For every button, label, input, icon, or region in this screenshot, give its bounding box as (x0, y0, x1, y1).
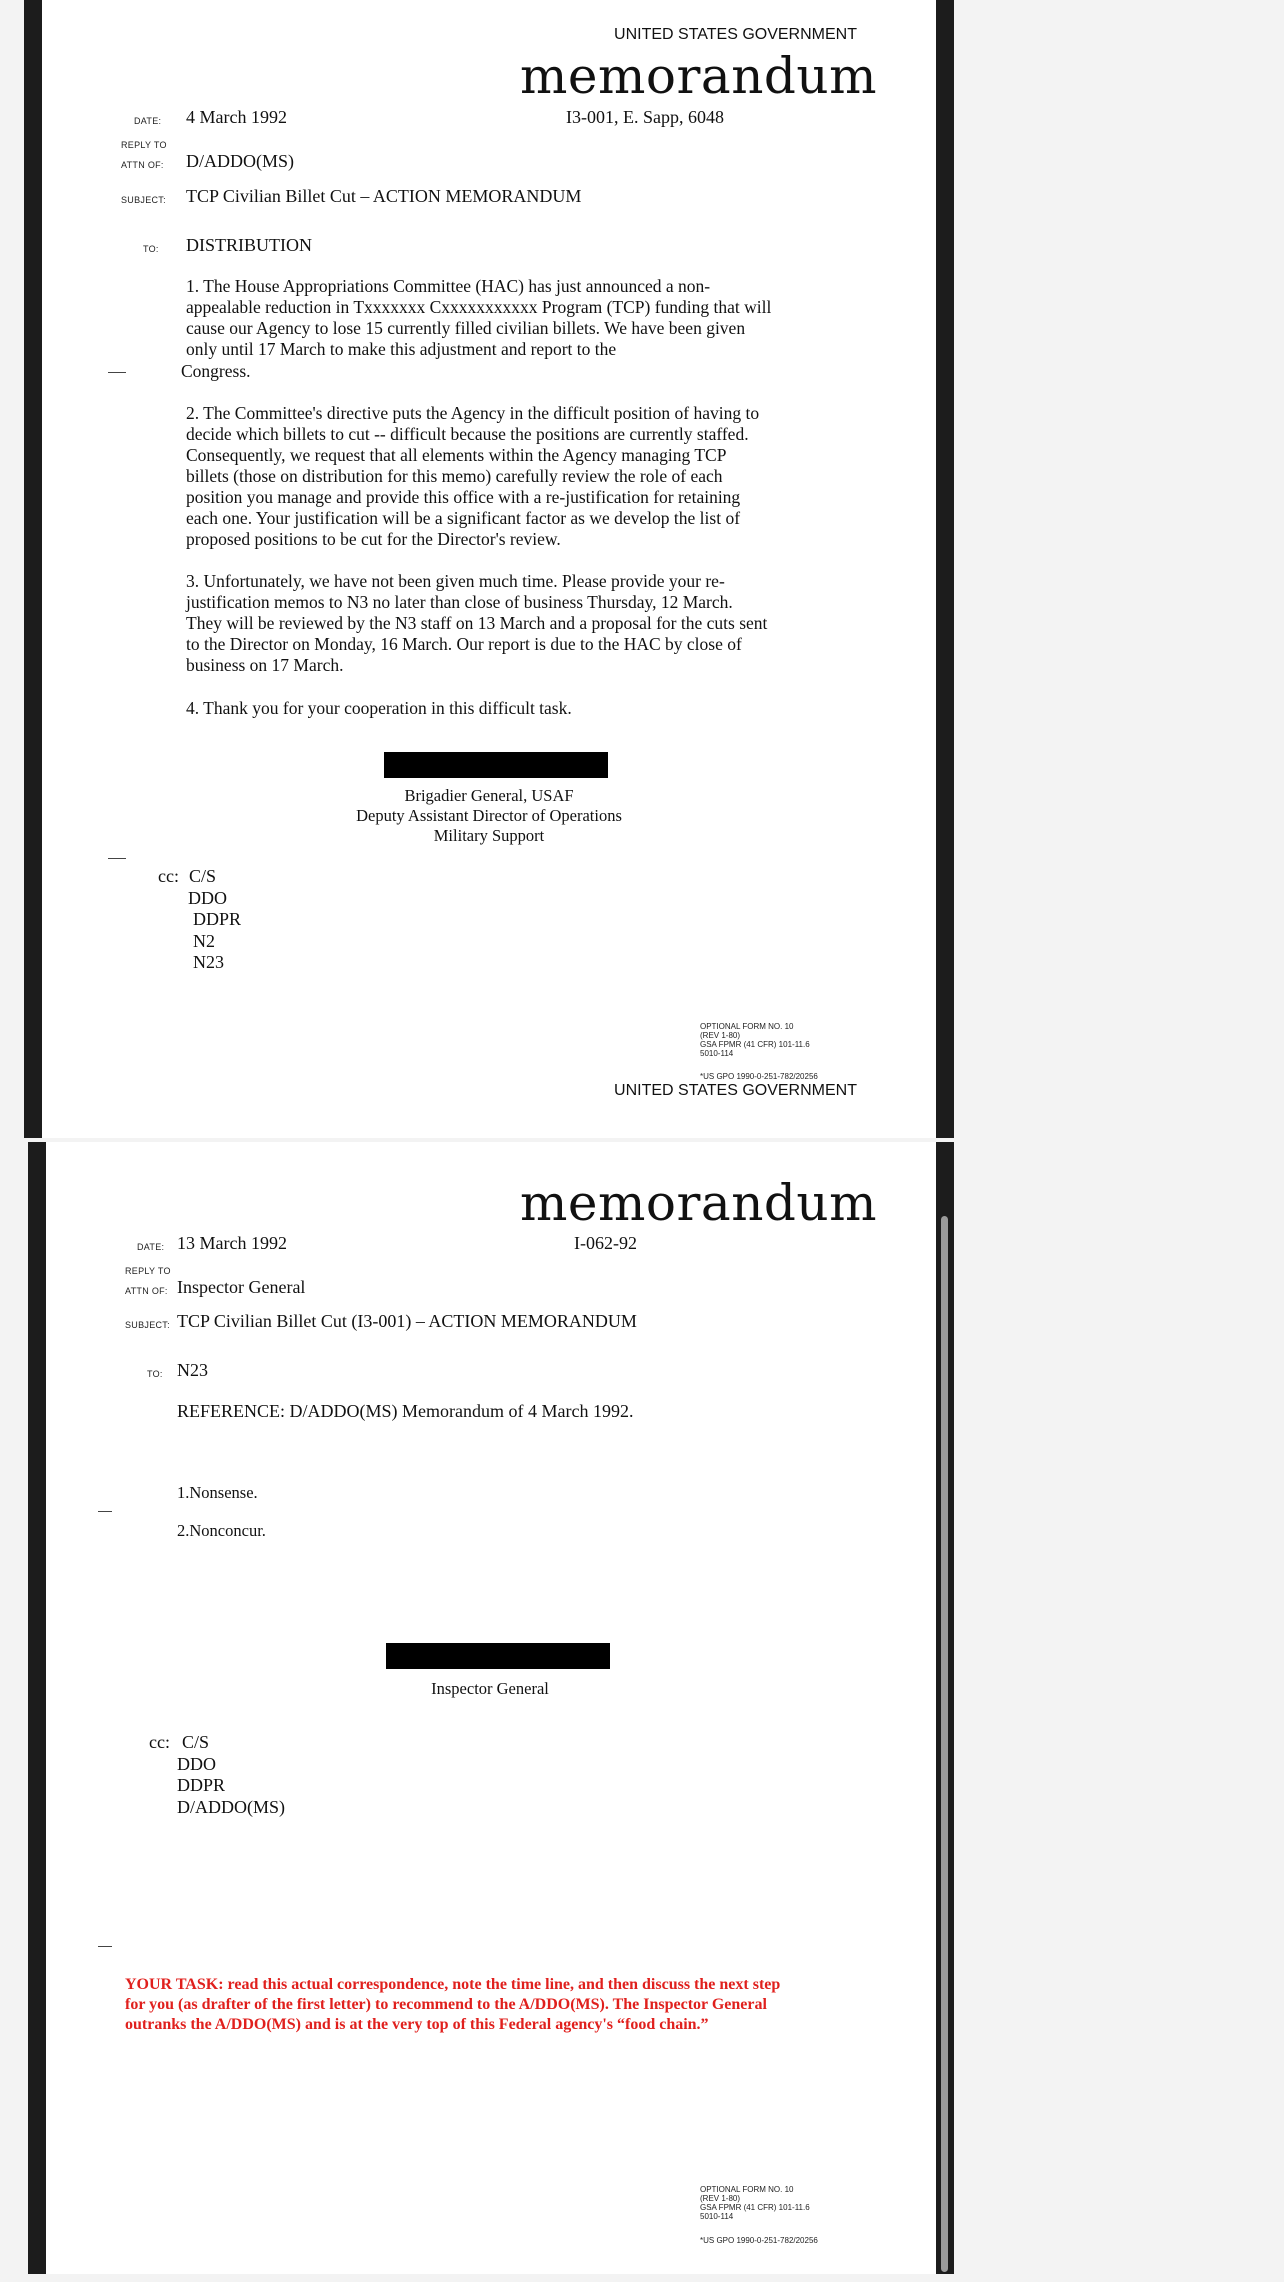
memo2-title: memorandum (520, 1174, 878, 1232)
memo1-p2-line: billets (those on distribution for this memo) carefully review the role of each (186, 466, 723, 486)
memo2-ref: I-062-92 (574, 1233, 637, 1253)
memo2-cc-item: DDO (177, 1753, 216, 1774)
margin-dash (98, 1511, 112, 1512)
memo1-p2-line: decide which billets to cut -- difficult because the positions are currently staffed. (186, 424, 749, 444)
memo2-gpo: *US GPO 1990-0-251-782/20256 (700, 2236, 818, 2245)
page2-left-border (28, 1142, 46, 2274)
memo2-form-line: GSA FPMR (41 CFR) 101-11.6 (700, 2203, 810, 2212)
memo1-page (42, 0, 936, 1138)
memo1-p2-line: 2. The Committee's directive puts the Agency in the difficult position of having to (186, 403, 760, 423)
memo1-form-line: 5010-114 (700, 1049, 734, 1058)
memo1-signature-line: Deputy Assistant Director of Operations (356, 806, 622, 825)
memo1-form-block (700, 1022, 810, 1058)
memo2-cc-list (177, 1732, 285, 1818)
memo2-item-1: 1.Nonsense. (177, 1483, 258, 1502)
memo1-ref: I3-001, E. Sapp, 6048 (566, 107, 724, 127)
memo1-date-label: DATE: (134, 116, 162, 126)
memo2-form-line: (REV 1-80) (700, 2194, 741, 2203)
margin-dash (98, 1946, 112, 1947)
memo2-cc-label: cc: (149, 1732, 170, 1752)
memo1-p2-line: position you manage and provide this office with a re-justification for retaining (186, 487, 741, 507)
memo2-date: 13 March 1992 (177, 1233, 287, 1253)
memo1-signature-block (330, 786, 648, 846)
memo1-p3-line: to the Director on Monday, 16 March. Our report is due to the HAC by close of (186, 634, 742, 654)
task-instructions (125, 1975, 855, 2035)
task-line: for you (as drafter of the first letter) to recommend to the A/DDO(MS). The Inspector General (125, 1996, 767, 2013)
memo1-paragraph-1 (186, 276, 866, 360)
memo2-attn-of-label: ATTN OF: (125, 1286, 168, 1296)
memo2-redacted-signature (386, 1643, 610, 1669)
memo1-paragraph-3 (186, 571, 866, 676)
memo2-item-2: 2.Nonconcur. (177, 1521, 266, 1540)
memo1-form-line: GSA FPMR (41 CFR) 101-11.6 (700, 1040, 810, 1049)
memo2-to-label: TO: (147, 1369, 163, 1379)
memo1-p3-line: 3. Unfortunately, we have not been given much time. Please provide your re- (186, 571, 725, 591)
memo1-cc-list (189, 866, 241, 974)
memo1-p1-end: Congress. (181, 361, 251, 381)
memo2-cc-item: C/S (182, 1732, 210, 1752)
memo1-date: 4 March 1992 (186, 107, 287, 127)
memo2-form-line: 5010-114 (700, 2212, 734, 2221)
memo2-cc-item: D/ADDO(MS) (177, 1796, 285, 1817)
memo1-p3-line: They will be reviewed by the N3 staff on 13 March and a proposal for the cuts sent (186, 613, 768, 633)
task-line: YOUR TASK: read this actual correspondence, note the time line, and then discuss the next step (125, 1976, 781, 1993)
memo1-title: memorandum (520, 47, 878, 105)
memo1-form-line: (REV 1-80) (700, 1031, 741, 1040)
memo1-paragraph-4: 4. Thank you for your cooperation in this difficult task. (186, 698, 572, 718)
memo2-date-label: DATE: (137, 1242, 165, 1252)
memo1-attn-of-label: ATTN OF: (121, 160, 164, 170)
memo2-signature: Inspector General (431, 1679, 549, 1698)
memo1-header: UNITED STATES GOVERNMENT (614, 26, 857, 43)
margin-dash (108, 372, 126, 373)
memo1-attn: D/ADDO(MS) (186, 151, 294, 171)
memo1-p1-line: 1. The House Appropriations Committee (HAC) has just announced a non- (186, 276, 711, 296)
memo1-p1-line: only until 17 March to make this adjustment and report to the (186, 339, 617, 359)
memo1-gpo: *US GPO 1990-0-251-782/20256 (700, 1072, 818, 1081)
memo1-subject: TCP Civilian Billet Cut – ACTION MEMORANDUM (186, 186, 582, 206)
memo2-form-line: OPTIONAL FORM NO. 10 (700, 2185, 794, 2194)
memo1-footer: UNITED STATES GOVERNMENT (614, 1082, 857, 1099)
memo2-form-block (700, 2185, 810, 2221)
memo1-cc-label: cc: (158, 866, 179, 886)
page1-left-border (24, 0, 42, 1138)
memo2-cc-item: DDPR (177, 1775, 226, 1795)
memo1-cc-item: N2 (193, 930, 215, 951)
memo1-reply-to-label: REPLY TO (121, 140, 167, 150)
page1-right-border (936, 0, 954, 1138)
memo2-reference: REFERENCE: D/ADDO(MS) Memorandum of 4 March 1992. (177, 1401, 634, 1421)
memo1-to: DISTRIBUTION (186, 235, 312, 255)
memo2-subject: TCP Civilian Billet Cut (I3-001) – ACTION MEMORANDUM (177, 1311, 637, 1331)
memo1-subject-label: SUBJECT: (121, 195, 166, 205)
memo1-cc-item: DDPR (193, 909, 242, 929)
task-line: outranks the A/DDO(MS) and is at the very top of this Federal agency's “food chain.” (125, 2016, 709, 2033)
memo1-cc-item: C/S (189, 866, 217, 886)
memo1-signature-line: Military Support (433, 826, 545, 845)
memo2-to: N23 (177, 1360, 208, 1380)
memo1-p1-line: appealable reduction in Txxxxxxx Cxxxxxxxxxxx Program (TCP) funding that will (186, 297, 772, 317)
memo1-p3-line: business on 17 March. (186, 655, 344, 675)
memo2-attn: Inspector General (177, 1277, 306, 1297)
memo1-cc-item: DDO (188, 887, 227, 908)
memo1-p2-line: each one. Your justification will be a significant factor as we develop the list of (186, 508, 741, 528)
memo1-p3-line: justification memos to N3 no later than close of business Thursday, 12 March. (186, 592, 733, 612)
memo1-form-line: OPTIONAL FORM NO. 10 (700, 1022, 794, 1031)
memo1-redacted-signature (384, 752, 608, 778)
memo1-p2-line: Consequently, we request that all elements within the Agency managing TCP (186, 445, 727, 465)
scrollbar-thumb[interactable] (941, 1216, 948, 2272)
memo1-paragraph-2 (186, 403, 866, 550)
memo1-p2-line: proposed positions to be cut for the Director's review. (186, 529, 561, 549)
margin-dash (108, 858, 126, 859)
memo1-signature-line: Brigadier General, USAF (404, 786, 574, 805)
memo1-p1-line: cause our Agency to lose 15 currently filled civilian billets. We have been given (186, 318, 746, 338)
memo1-to-label: TO: (143, 244, 159, 254)
memo2-reply-to-label: REPLY TO (125, 1266, 171, 1276)
memo1-cc-item: N23 (193, 952, 224, 972)
memo2-subject-label: SUBJECT: (125, 1320, 170, 1330)
